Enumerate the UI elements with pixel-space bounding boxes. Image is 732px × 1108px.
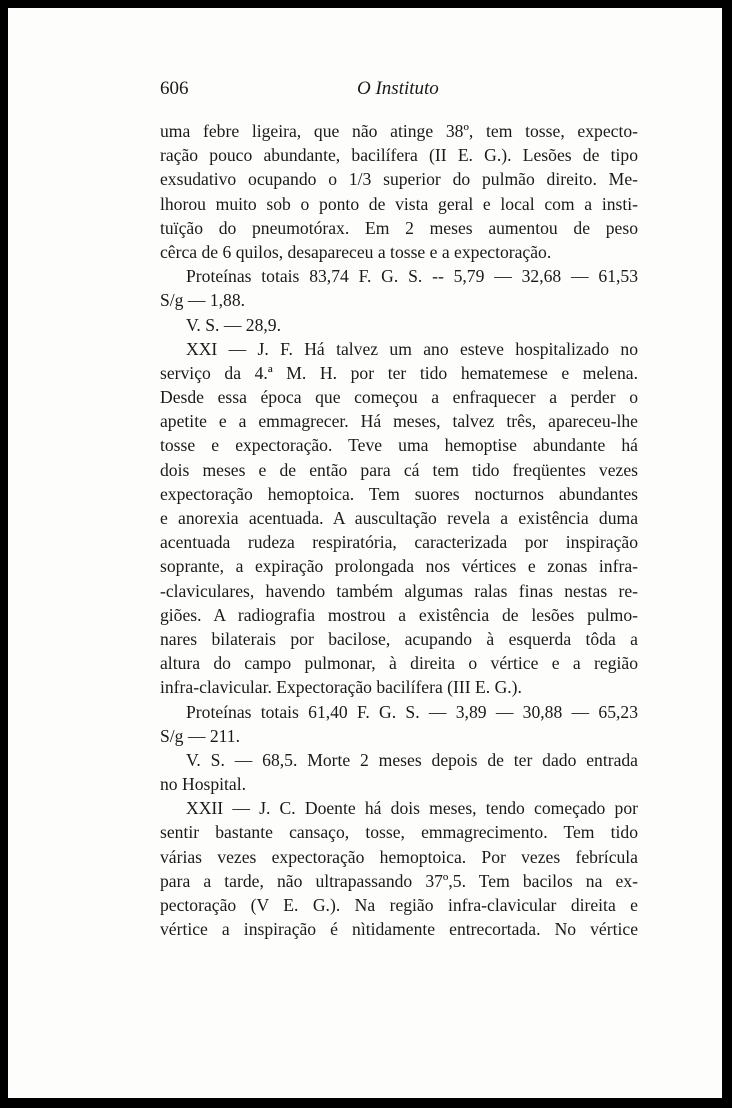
text-line: exsudativo ocupando o 1/3 superior do pulmão direito. Me-	[160, 169, 638, 190]
text-line: acentuada rudeza respiratória, caracterizada por inspiração	[160, 532, 638, 553]
text-line: cêrca de 6 quilos, desapareceu a tosse e a expectoração.	[160, 241, 552, 262]
text-line: tosse e expectoração. Teve uma hemoptise abundante há	[160, 435, 638, 456]
body-text	[160, 119, 638, 941]
text-line: Proteínas totais 83,74 F. G. S. -- 5,79 — 32,68 — 61,53	[186, 266, 638, 287]
text-line: altura do campo pulmonar, à direita o vértice e a região	[160, 653, 638, 674]
text-line: sentir bastante cansaço, tosse, emmagrecimento. Tem tido	[160, 822, 638, 843]
text-line: S/g — 211.	[160, 725, 240, 746]
text-line: apetite e a emmagrecer. Há meses, talvez três, apareceu-lhe	[160, 411, 638, 432]
text-line: V. S. — 68,5. Morte 2 meses depois de ter dado entrada	[186, 749, 638, 770]
text-line: XXII — J. C. Doente há dois meses, tendo começado por	[186, 798, 638, 819]
text-line: expectoração hemoptoica. Tem suores nocturnos abundantes	[160, 483, 638, 504]
text-line: uma febre ligeira, que não atinge 38º, tem tosse, expecto-	[160, 121, 638, 141]
text-line: dois meses e de então para cá tem tido freqüentes vezes	[160, 459, 638, 480]
document-page	[8, 8, 722, 1098]
text-line: nares bilaterais por bacilose, acupando à esquerda tôda a	[160, 628, 638, 649]
text-line: e anorexia acentuada. A auscultação revela a existência duma	[160, 508, 638, 528]
text-line: serviço da 4.ª M. H. por ter tido hematemese e melena.	[160, 362, 638, 383]
running-title: O Instituto	[357, 78, 439, 99]
page-header	[160, 78, 638, 102]
text-line: V. S. — 28,9.	[186, 314, 281, 335]
text-line: ração pouco abundante, bacilífera (II E. G.). Lesões de tipo	[160, 145, 638, 166]
text-line: no Hospital.	[160, 774, 247, 795]
text-line: S/g — 1,88.	[160, 290, 246, 311]
text-line: XXI — J. F. Há talvez um ano esteve hospitalizado no	[186, 338, 638, 359]
text-line: giões. A radiografia mostrou a existência de lesões pulmo-	[160, 604, 638, 625]
text-line: Desde essa época que começou a enfraquecer a perder o	[160, 387, 638, 408]
text-line: infra-clavicular. Expectoração bacilífera (III E. G.).	[160, 677, 522, 698]
text-line: Proteínas totais 61,40 F. G. S. — 3,89 — 30,88 — 65,23	[186, 701, 638, 722]
text-line: -claviculares, havendo também algumas ralas finas nestas re-	[160, 580, 638, 601]
text-line: tuïção do pneumotórax. Em 2 meses aumentou de peso	[160, 217, 638, 238]
page-number: 606	[160, 78, 189, 99]
text-line: lhorou muito sob o ponto de vista geral e local com a insti-	[160, 193, 638, 214]
text-line: pectoração (V E. G.). Na região infra-clavicular direita e	[160, 895, 638, 915]
text-line: soprante, a expiração prolongada nos vértices e zonas infra-	[160, 556, 638, 577]
text-line: para a tarde, não ultrapassando 37º,5. Tem bacilos na ex-	[160, 870, 638, 891]
text-line: vértice a inspiração é nìtidamente entrecortada. No vértice	[160, 919, 638, 940]
text-line: várias vezes expectoração hemoptoica. Por vezes febrícula	[160, 846, 638, 867]
